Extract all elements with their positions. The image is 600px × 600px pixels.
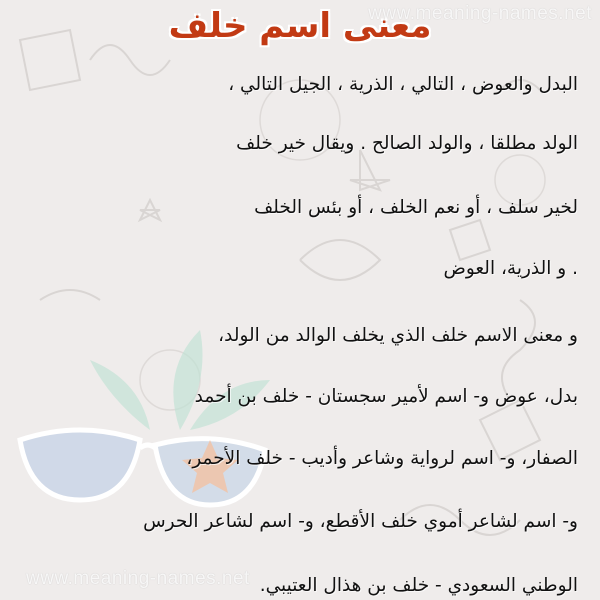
meaning-line: الوطني السعودي - خلف بن هذال العتيبي. bbox=[259, 575, 578, 596]
page-title: معنى اسم خلف bbox=[168, 6, 432, 46]
meaning-line: بدل، عوض و- اسم لأمير سجستان - خلف بن أحمد bbox=[194, 386, 578, 407]
meaning-line: البدل والعوض ، التالي ، الذرية ، الجيل التالي ، bbox=[228, 74, 578, 95]
meaning-line: و- اسم لشاعر أموي خلف الأقطع، و- اسم لشاعر الحرس bbox=[143, 511, 578, 532]
site-watermark: www.meaning-names.net bbox=[26, 568, 250, 589]
meaning-line: لخير سلف ، أو نعم الخلف ، أو بئس الخلف bbox=[254, 197, 578, 218]
site-watermark: www.meaning-names.net bbox=[368, 3, 592, 24]
meaning-line: الصفار، و- اسم لرواية وشاعر وأديب - خلف الأحمر، bbox=[186, 448, 578, 469]
meaning-line: و معنى الاسم خلف الذي يخلف الوالد من الولد، bbox=[218, 325, 578, 346]
meaning-line: . و الذرية، العوض bbox=[443, 258, 578, 279]
meaning-line: الولد مطلقا ، والولد الصالح . ويقال خير خلف bbox=[236, 133, 578, 154]
